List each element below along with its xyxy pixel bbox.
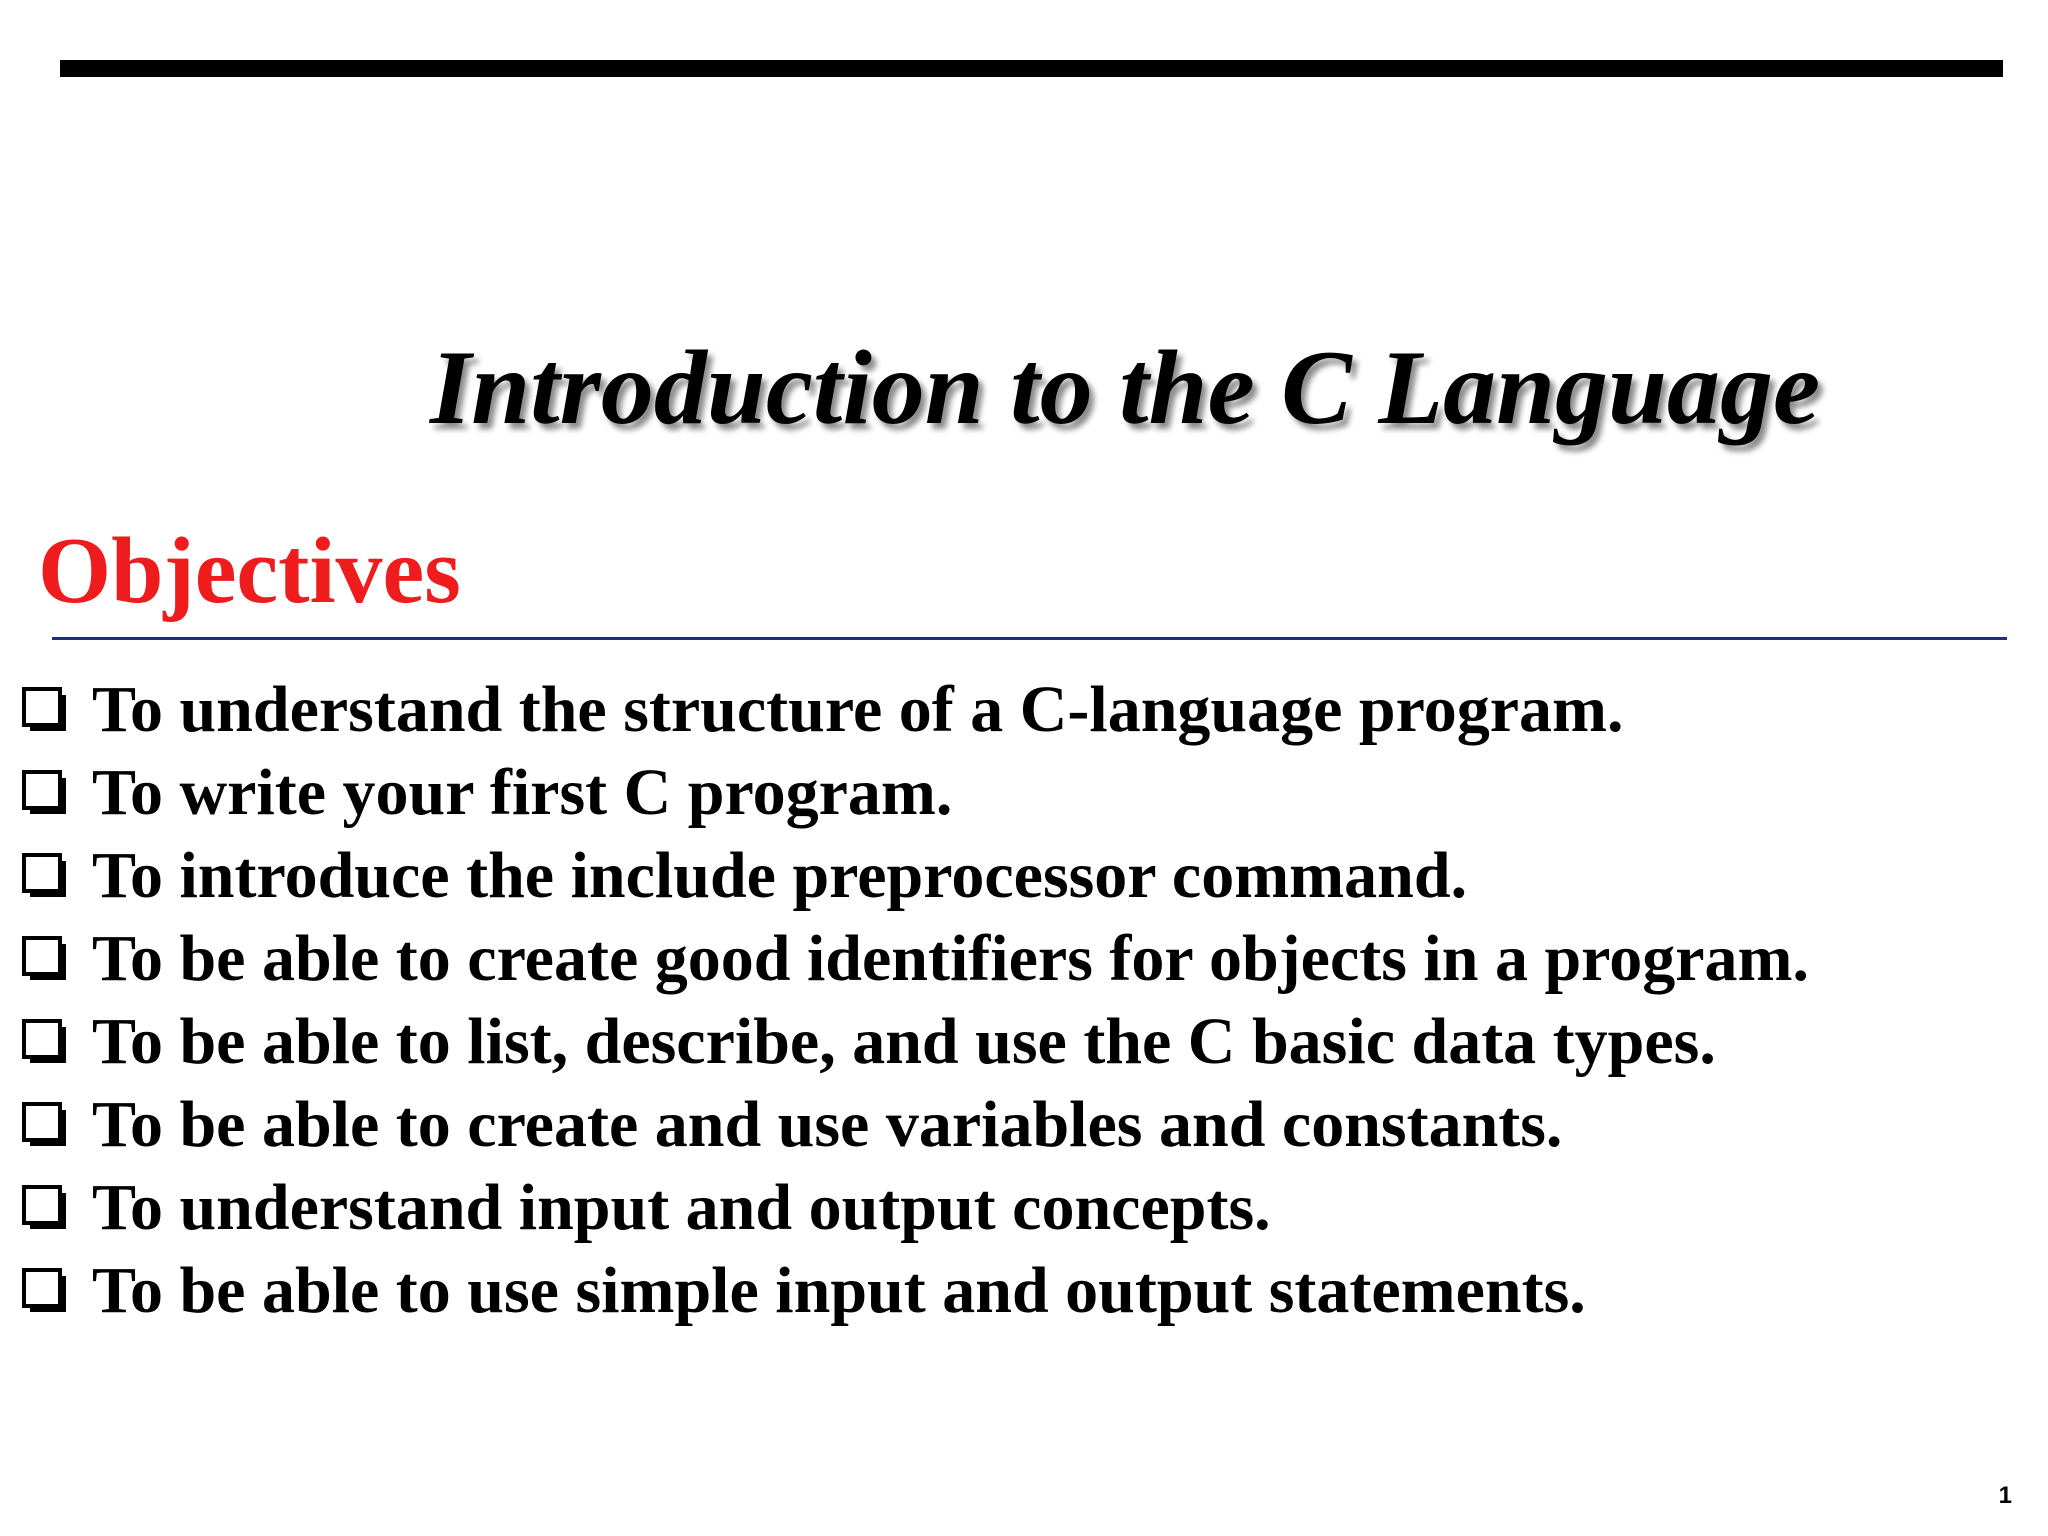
hollow-square-bullet-icon xyxy=(22,687,68,733)
heading-divider xyxy=(52,637,2007,640)
section-heading: Objectives xyxy=(38,519,461,623)
top-divider xyxy=(60,60,2003,77)
objective-text: To be able to use simple input and output statements. xyxy=(92,1253,1586,1327)
hollow-square-bullet-icon xyxy=(22,936,68,982)
hollow-square-bullet-icon xyxy=(22,1185,68,1231)
slide-title: Introduction to the C Language xyxy=(430,329,1821,446)
objectives-list xyxy=(22,668,1809,1332)
hollow-square-bullet-icon xyxy=(22,1102,68,1148)
objective-item xyxy=(22,668,1809,751)
hollow-square-bullet-icon xyxy=(22,853,68,899)
hollow-square-bullet-icon xyxy=(22,1268,68,1314)
objective-text: To understand the structure of a C-language program. xyxy=(92,672,1624,746)
hollow-square-bullet-icon xyxy=(22,1019,68,1065)
objective-text: To be able to create good identifiers for objects in a program. xyxy=(92,921,1810,995)
objective-text: To understand input and output concepts. xyxy=(92,1170,1271,1244)
page-number: 1 xyxy=(1998,1482,2012,1509)
objective-text: To introduce the include preprocessor command. xyxy=(92,838,1468,912)
objective-item xyxy=(22,1166,1809,1249)
objective-item xyxy=(22,1000,1809,1083)
objective-text: To be able to list, describe, and use the C basic data types. xyxy=(92,1004,1716,1078)
hollow-square-bullet-icon xyxy=(22,770,68,816)
objective-item xyxy=(22,917,1809,1000)
objective-item xyxy=(22,834,1809,917)
objective-text: To write your first C program. xyxy=(92,755,953,829)
objective-item xyxy=(22,751,1809,834)
objective-item xyxy=(22,1083,1809,1166)
objective-text: To be able to create and use variables and constants. xyxy=(92,1087,1563,1161)
objective-item xyxy=(22,1249,1809,1332)
